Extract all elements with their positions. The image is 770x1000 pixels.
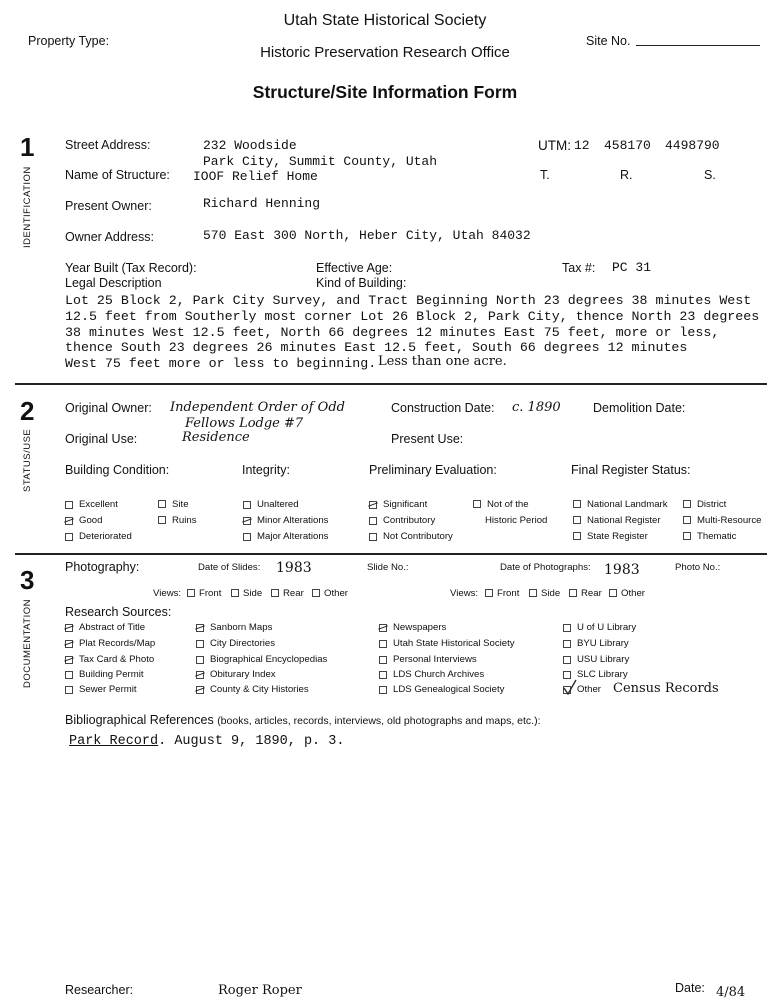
view-option: Other (621, 588, 645, 599)
view-option: Side (243, 588, 263, 599)
photo-views-label: Views: (450, 588, 479, 599)
checkmark-icon (562, 678, 578, 696)
date-of-photographs-value: 1983 (604, 562, 640, 578)
source-plat-records-checkbox[interactable] (65, 640, 73, 648)
source-label: BYU Library (577, 638, 629, 649)
demolition-date-label: Demolition Date: (593, 401, 686, 415)
photo-view-front-checkbox[interactable] (485, 589, 493, 597)
site-no-field[interactable] (636, 45, 760, 46)
street-address-value: 232 Woodside (203, 138, 297, 153)
source-ushs-checkbox[interactable] (379, 640, 387, 648)
property-type-label: Property Type: (28, 34, 110, 48)
checkbox-not-of-historic-period[interactable] (473, 500, 481, 508)
source-label: Sanborn Maps (210, 622, 273, 633)
construction-date-label: Construction Date: (391, 401, 495, 415)
other-source-value: Census Records (613, 681, 719, 696)
photography-label: Photography: (65, 560, 140, 574)
documentation-vertical-label: DOCUMENTATION (22, 598, 33, 688)
checkbox-label: National Landmark (587, 499, 668, 510)
utm-label: UTM: (538, 138, 571, 153)
checkbox-label: Minor Alterations (257, 515, 329, 526)
section-divider (15, 553, 767, 555)
biblio-rest: . August 9, 1890, p. 3. (158, 734, 345, 749)
date-of-photographs-label: Date of Photographs: (500, 562, 591, 573)
org-name: Utah State Historical Society (283, 12, 487, 29)
view-option: Other (324, 588, 348, 599)
checkbox-label: Not of the (487, 499, 529, 510)
date-label: Date: (675, 981, 705, 995)
checkbox-minor-alterations[interactable] (243, 517, 251, 525)
original-owner-value-2: Fellows Lodge #7 (185, 416, 304, 431)
owner-address-value: 570 East 300 North, Heber City, Utah 84032 (203, 228, 531, 243)
source-label: Biographical Encyclopedias (210, 654, 328, 665)
source-label: County & City Histories (210, 684, 309, 695)
date-of-slides-label: Date of Slides: (198, 562, 261, 573)
biblio-title: Park Record (69, 734, 159, 749)
checkbox-label: Contributory (383, 515, 436, 526)
section-divider (15, 383, 767, 385)
tax-number-value: PC 31 (612, 260, 652, 275)
section-number-2: 2 (20, 396, 35, 426)
source-label: SLC Library (577, 669, 628, 680)
legal-description-note: Less than one acre. (378, 354, 507, 369)
source-label: Plat Records/Map (79, 638, 156, 649)
legal-description-line: thence South 23 degrees 26 minutes East 12.5 feet, South 66 degrees 12 minutes (65, 340, 688, 355)
original-owner-value: Independent Order of Odd (170, 400, 345, 415)
photo-no-label: Photo No.: (675, 562, 721, 573)
source-label: Abstract of Title (79, 622, 146, 633)
tax-number-label: Tax #: (562, 261, 596, 275)
present-use-label: Present Use: (391, 432, 464, 446)
checkbox-label: Thematic (697, 531, 737, 542)
legal-description-line: 12.5 feet from Southerly most corner Lot 26 Block 2, Park City, thence North 23 degrees (65, 309, 760, 324)
original-owner-label: Original Owner: (65, 401, 152, 415)
source-label: Obiturary Index (210, 669, 276, 680)
original-use-value: Residence (182, 430, 250, 445)
source-label: Sewer Permit (79, 684, 137, 695)
source-label: U of U Library (577, 622, 637, 633)
view-option: Rear (283, 588, 304, 599)
historic-period-label: Historic Period (485, 515, 548, 526)
source-label: Building Permit (79, 669, 144, 680)
present-owner-label: Present Owner: (65, 199, 152, 213)
checkbox-good[interactable] (65, 517, 73, 525)
checkbox-label: Deteriorated (79, 531, 132, 542)
source-label: Other (577, 684, 601, 695)
source-label: Newspapers (393, 622, 447, 633)
source-label: City Directories (210, 638, 276, 649)
source-label: LDS Church Archives (393, 669, 485, 680)
source-byu-checkbox[interactable] (563, 640, 571, 648)
legal-description-line: West 75 feet more or less to beginning. (65, 356, 377, 371)
checkbox-label: Excellent (79, 499, 118, 510)
source-personal-interviews-checkbox[interactable] (379, 656, 387, 664)
slide-view-front-checkbox[interactable] (187, 589, 195, 597)
street-address-label: Street Address: (65, 138, 151, 152)
source-usu-checkbox[interactable] (563, 656, 571, 664)
identification-vertical-label: IDENTIFICATION (22, 166, 33, 248)
township-label: T. (540, 168, 550, 182)
source-sanborn-maps-checkbox[interactable] (196, 624, 204, 632)
source-label: LDS Genealogical Society (393, 684, 505, 695)
section-label: S. (704, 168, 716, 182)
date-value: 4/84 (716, 985, 746, 1000)
checkbox-label: Major Alterations (257, 531, 329, 542)
source-label: Utah State Historical Society (393, 638, 515, 649)
checkbox-label: State Register (587, 531, 648, 542)
name-of-structure-label: Name of Structure: (65, 168, 170, 182)
form-title: Structure/Site Information Form (252, 82, 518, 102)
legal-description-line: 38 minutes West 12.5 feet, North 66 degrees 12 minutes East 75 feet, more or less, (65, 325, 720, 340)
building-condition-label: Building Condition: (65, 463, 170, 477)
source-label: Personal Interviews (393, 654, 477, 665)
checkbox-national-landmark[interactable] (573, 500, 581, 508)
biblio-note: (books, articles, records, interviews, old photographs and maps, etc.): (217, 715, 541, 727)
section-number-3: 3 (20, 565, 35, 595)
source-u-of-u-checkbox[interactable] (563, 624, 571, 632)
source-lds-genealogical-checkbox[interactable] (379, 686, 387, 694)
source-newspapers-checkbox[interactable] (379, 624, 387, 632)
checkbox-ruins[interactable] (158, 516, 166, 524)
view-option: Front (199, 588, 222, 599)
slide-view-other-checkbox[interactable] (312, 589, 320, 597)
construction-date-value: c. 1890 (512, 400, 561, 415)
utm-northing: 4498790 (665, 138, 720, 153)
original-use-label: Original Use: (65, 432, 138, 446)
source-city-directories-checkbox[interactable] (196, 640, 204, 648)
checkbox-state-register[interactable] (573, 532, 581, 540)
status-use-vertical-label: STATUS/USE (22, 428, 33, 492)
checkbox-unaltered[interactable] (243, 501, 251, 509)
site-no-label: Site No. (586, 34, 631, 48)
source-label: Tax Card & Photo (79, 654, 155, 665)
source-lds-archives-checkbox[interactable] (379, 671, 387, 679)
checkbox-thematic[interactable] (683, 532, 691, 540)
final-register-status-label: Final Register Status: (571, 463, 691, 477)
checkbox-contributory[interactable] (369, 517, 377, 525)
legal-description-label: Legal Description (65, 276, 162, 290)
checkbox-label: Unaltered (257, 499, 299, 510)
checkbox-multi-resource[interactable] (683, 516, 691, 524)
range-label: R. (620, 168, 633, 182)
researcher-label: Researcher: (65, 983, 134, 997)
bibliography-entry (69, 734, 344, 749)
research-sources-label: Research Sources: (65, 605, 172, 619)
owner-address-label: Owner Address: (65, 230, 154, 244)
researcher-value: Roger Roper (218, 983, 302, 998)
date-of-slides-value: 1983 (276, 560, 312, 576)
section-number-1: 1 (20, 132, 35, 162)
photo-view-side-checkbox[interactable] (529, 589, 537, 597)
checkbox-label: National Register (587, 515, 661, 526)
view-option: Side (541, 588, 561, 599)
checkbox-excellent[interactable] (65, 501, 73, 509)
present-owner-value: Richard Henning (203, 196, 321, 211)
view-option: Front (497, 588, 520, 599)
utm-easting: 458170 (604, 138, 651, 153)
source-obituary-index-checkbox[interactable] (196, 671, 204, 679)
source-county-histories-checkbox[interactable] (196, 686, 204, 694)
photo-view-other-checkbox[interactable] (609, 589, 617, 597)
slide-no-label: Slide No.: (367, 562, 409, 573)
office-name: Historic Preservation Research Office (260, 44, 510, 61)
name-of-structure-value: IOOF Relief Home (193, 169, 318, 184)
slide-view-side-checkbox[interactable] (231, 589, 239, 597)
biblio-label: Bibliographical References (65, 713, 214, 727)
source-abstract-of-title-checkbox[interactable] (65, 624, 73, 632)
checkbox-label: Significant (383, 499, 428, 510)
integrity-label: Integrity: (242, 463, 290, 477)
view-option: Rear (581, 588, 602, 599)
source-building-permit-checkbox[interactable] (65, 671, 73, 679)
checkbox-major-alterations[interactable] (243, 533, 251, 541)
checkbox-label: District (697, 499, 727, 510)
checkbox-label: Ruins (172, 515, 197, 526)
checkbox-significant[interactable] (369, 501, 377, 509)
legal-description-line: Lot 25 Block 2, Park City Survey, and Tract Beginning North 23 degrees 38 minutes West (65, 293, 752, 308)
slide-view-rear-checkbox[interactable] (271, 589, 279, 597)
slide-views-label: Views: (153, 588, 182, 599)
bibliographical-references-label (65, 713, 541, 727)
checkbox-label: Good (79, 515, 103, 526)
source-sewer-permit-checkbox[interactable] (65, 686, 73, 694)
checkbox-label: Not Contributory (383, 531, 453, 542)
source-label: USU Library (577, 654, 630, 665)
year-built-label: Year Built (Tax Record): (65, 261, 197, 275)
checkbox-not-contributory[interactable] (369, 533, 377, 541)
checkbox-label: Multi-Resource (697, 515, 762, 526)
checkbox-deteriorated[interactable] (65, 533, 73, 541)
source-biographical-checkbox[interactable] (196, 656, 204, 664)
photo-view-rear-checkbox[interactable] (569, 589, 577, 597)
source-tax-card-checkbox[interactable] (65, 656, 73, 664)
utm-zone: 12 (574, 138, 590, 153)
checkbox-site[interactable] (158, 500, 166, 508)
checkbox-district[interactable] (683, 500, 691, 508)
checkbox-label: Site (172, 499, 189, 510)
effective-age-label: Effective Age: (316, 261, 393, 275)
kind-of-building-label: Kind of Building: (316, 276, 407, 290)
street-address-city: Park City, Summit County, Utah (203, 154, 438, 169)
checkbox-national-register[interactable] (573, 516, 581, 524)
preliminary-evaluation-label: Preliminary Evaluation: (369, 463, 497, 477)
